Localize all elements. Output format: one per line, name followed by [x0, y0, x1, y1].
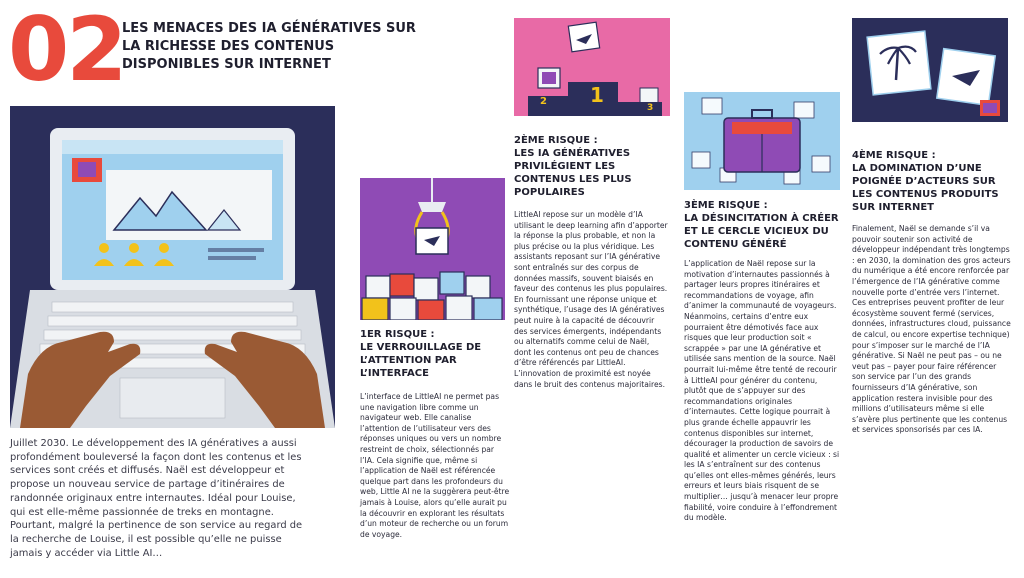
suitcase-illustration — [684, 92, 840, 190]
risk-1-body: L’interface de LittleAI ne permet pas une navigation libre comme un navigateur web. Elle canalise l’attention de l’utilisateur vers des réponses uniques ou vers un nombre restreint de choix, sélectionnés par l’IA. Cela signifie que, même si l’application de Naël est référencée quelque part dans les profondeurs du web, Little AI ne la suggèrera peut-être jamais à Louise, alors qu’elle aurait pu la découvrir en explorant les résultats d’un moteur de recherche ou un forum de voyage. — [360, 392, 510, 539]
section-number: 02 — [8, 0, 125, 101]
risk-3-body: L’application de Naël repose sur la motivation d’internautes passionnés à partager leurs propres itinéraires et recommandations de voyage, afin d’animer la communauté de voyageurs. Néanmoins, certains d’entre eux pourraient être démotivés face aux risques que leur production soit « scrappée » par une IA générative et utilisée sans mention de la source. Naël pourrait lui-même être tenté de recourir à LittleAI pour générer du contenu, plutôt que de s’appuyer sur des recommandations originales d’internautes. Cette logique pourrait à plus grande échelle appauvrir les contenus disponibles sur internet, décourager la production de savoirs de qualité et alimenter un cercle vicieux : si les IA s’entraînent sur des contenus qu’elles ont elles-mêmes générés, leurs erreurs et leurs biais risquent de se multiplier… jusqu’à menacer leur propre fiabilité, voire conduire à l’effondrement du modèle. — [684, 259, 840, 523]
risk-1-heading — [360, 328, 505, 380]
risk-2-body: LittleAI repose sur un modèle d’IA utilisant le deep learning afin d’apporter la réponse la plus probable, et non la plus précise ou la plus véridique. Les assistants reposant sur l’IA générative sont entraînés sur des corpus de données massifs, souvent biaisés en faveur des contenus les plus populaires. En fournissant une réponse unique et synthétique, l’usage des IA génératives peut nuire à la capacité de découvrir des services émergents, indépendants ou alternatifs comme celui de Naël, dont les contenus ont peu de chances d’être référencés par LittleAI. L’innovation de proximité est noyée dans le bruit des contenus majoritaires. — [514, 210, 668, 389]
risk-1-title: LE VERROUILLAGE DE L’ATTENTION PAR L’INTERFACE — [360, 342, 482, 379]
podium-third-label: 3 — [647, 103, 654, 113]
section-title: LES MENACES DES IA GÉNÉRATIVES SUR LA RICHESSE DES CONTENUS DISPONIBLES SUR INTERNET — [122, 21, 416, 72]
risk-2-heading — [514, 134, 664, 199]
laptop-illustration — [10, 106, 335, 428]
risk-3-label: 3ÈME RISQUE : — [684, 200, 768, 211]
podium-first-label: 1 — [590, 83, 604, 107]
intro-paragraph: Juillet 2030. Le développement des IA génératives a aussi profondément bouleversé la façon dont les contenus et les services sont créés et diffusés. Naël est développeur et propose un nouveau service de partage d’itinéraires de randonnée originaux entre internautes. Idéal pour Louise, qui est elle-même passionnée de treks en montagne. Pourtant, malgré la pertinence de son service au regard de la recherche de Louise, il est possible qu’elle ne puisse jamais y accéder via Little AI… — [10, 438, 303, 559]
risk-4-title: LA DOMINATION D’UNE POIGNÉE D’ACTEURS SUR LES CONTENUS PRODUITS SUR INTERNET — [852, 163, 999, 213]
risk-4-label: 4ÈME RISQUE : — [852, 150, 936, 161]
risk-1-label: 1ER RISQUE : — [360, 329, 435, 340]
risk-2-title: LES IA GÉNÉRATIVES PRIVILÉGIENT LES CONTENUS LES PLUS POPULAIRES — [514, 148, 632, 198]
palm-cards-illustration — [852, 18, 1008, 122]
claw-machine-illustration — [360, 178, 505, 320]
risk-2-label: 2ÈME RISQUE : — [514, 135, 598, 146]
podium-second-label: 2 — [540, 96, 547, 107]
risk-4-heading — [852, 149, 1012, 214]
risk-3-title: LA DÉSINCITATION À CRÉER ET LE CERCLE VICIEUX DU CONTENU GÉNÉRÉ — [684, 213, 839, 250]
risk-3-heading — [684, 199, 844, 251]
risk-4-body: Finalement, Naël se demande s’il va pouvoir soutenir son activité de développeur indépendant très longtemps : en 2030, la domination des gros acteurs du numérique a été encore renforcée par l’émergence de l’IA générative comme nouvelle porte d’entrée vers l’internet. Ces entreprises peuvent profiter de leur écosystème souvent fermé (services, données, infrastructures cloud, puissance de calcul, ou encore expertise technique) pour s’imposer sur le marché de l’IA générative. Si Naël ne peut pas – ou ne veut pas – payer pour faire référencer son service par l’un des grands fournisseurs d’IA générative, son application restera invisible pour des millions d’utilisateurs même si elle s’avère plus pertinente que les contenus et services sponsorisés par ces IA. — [852, 224, 1011, 435]
